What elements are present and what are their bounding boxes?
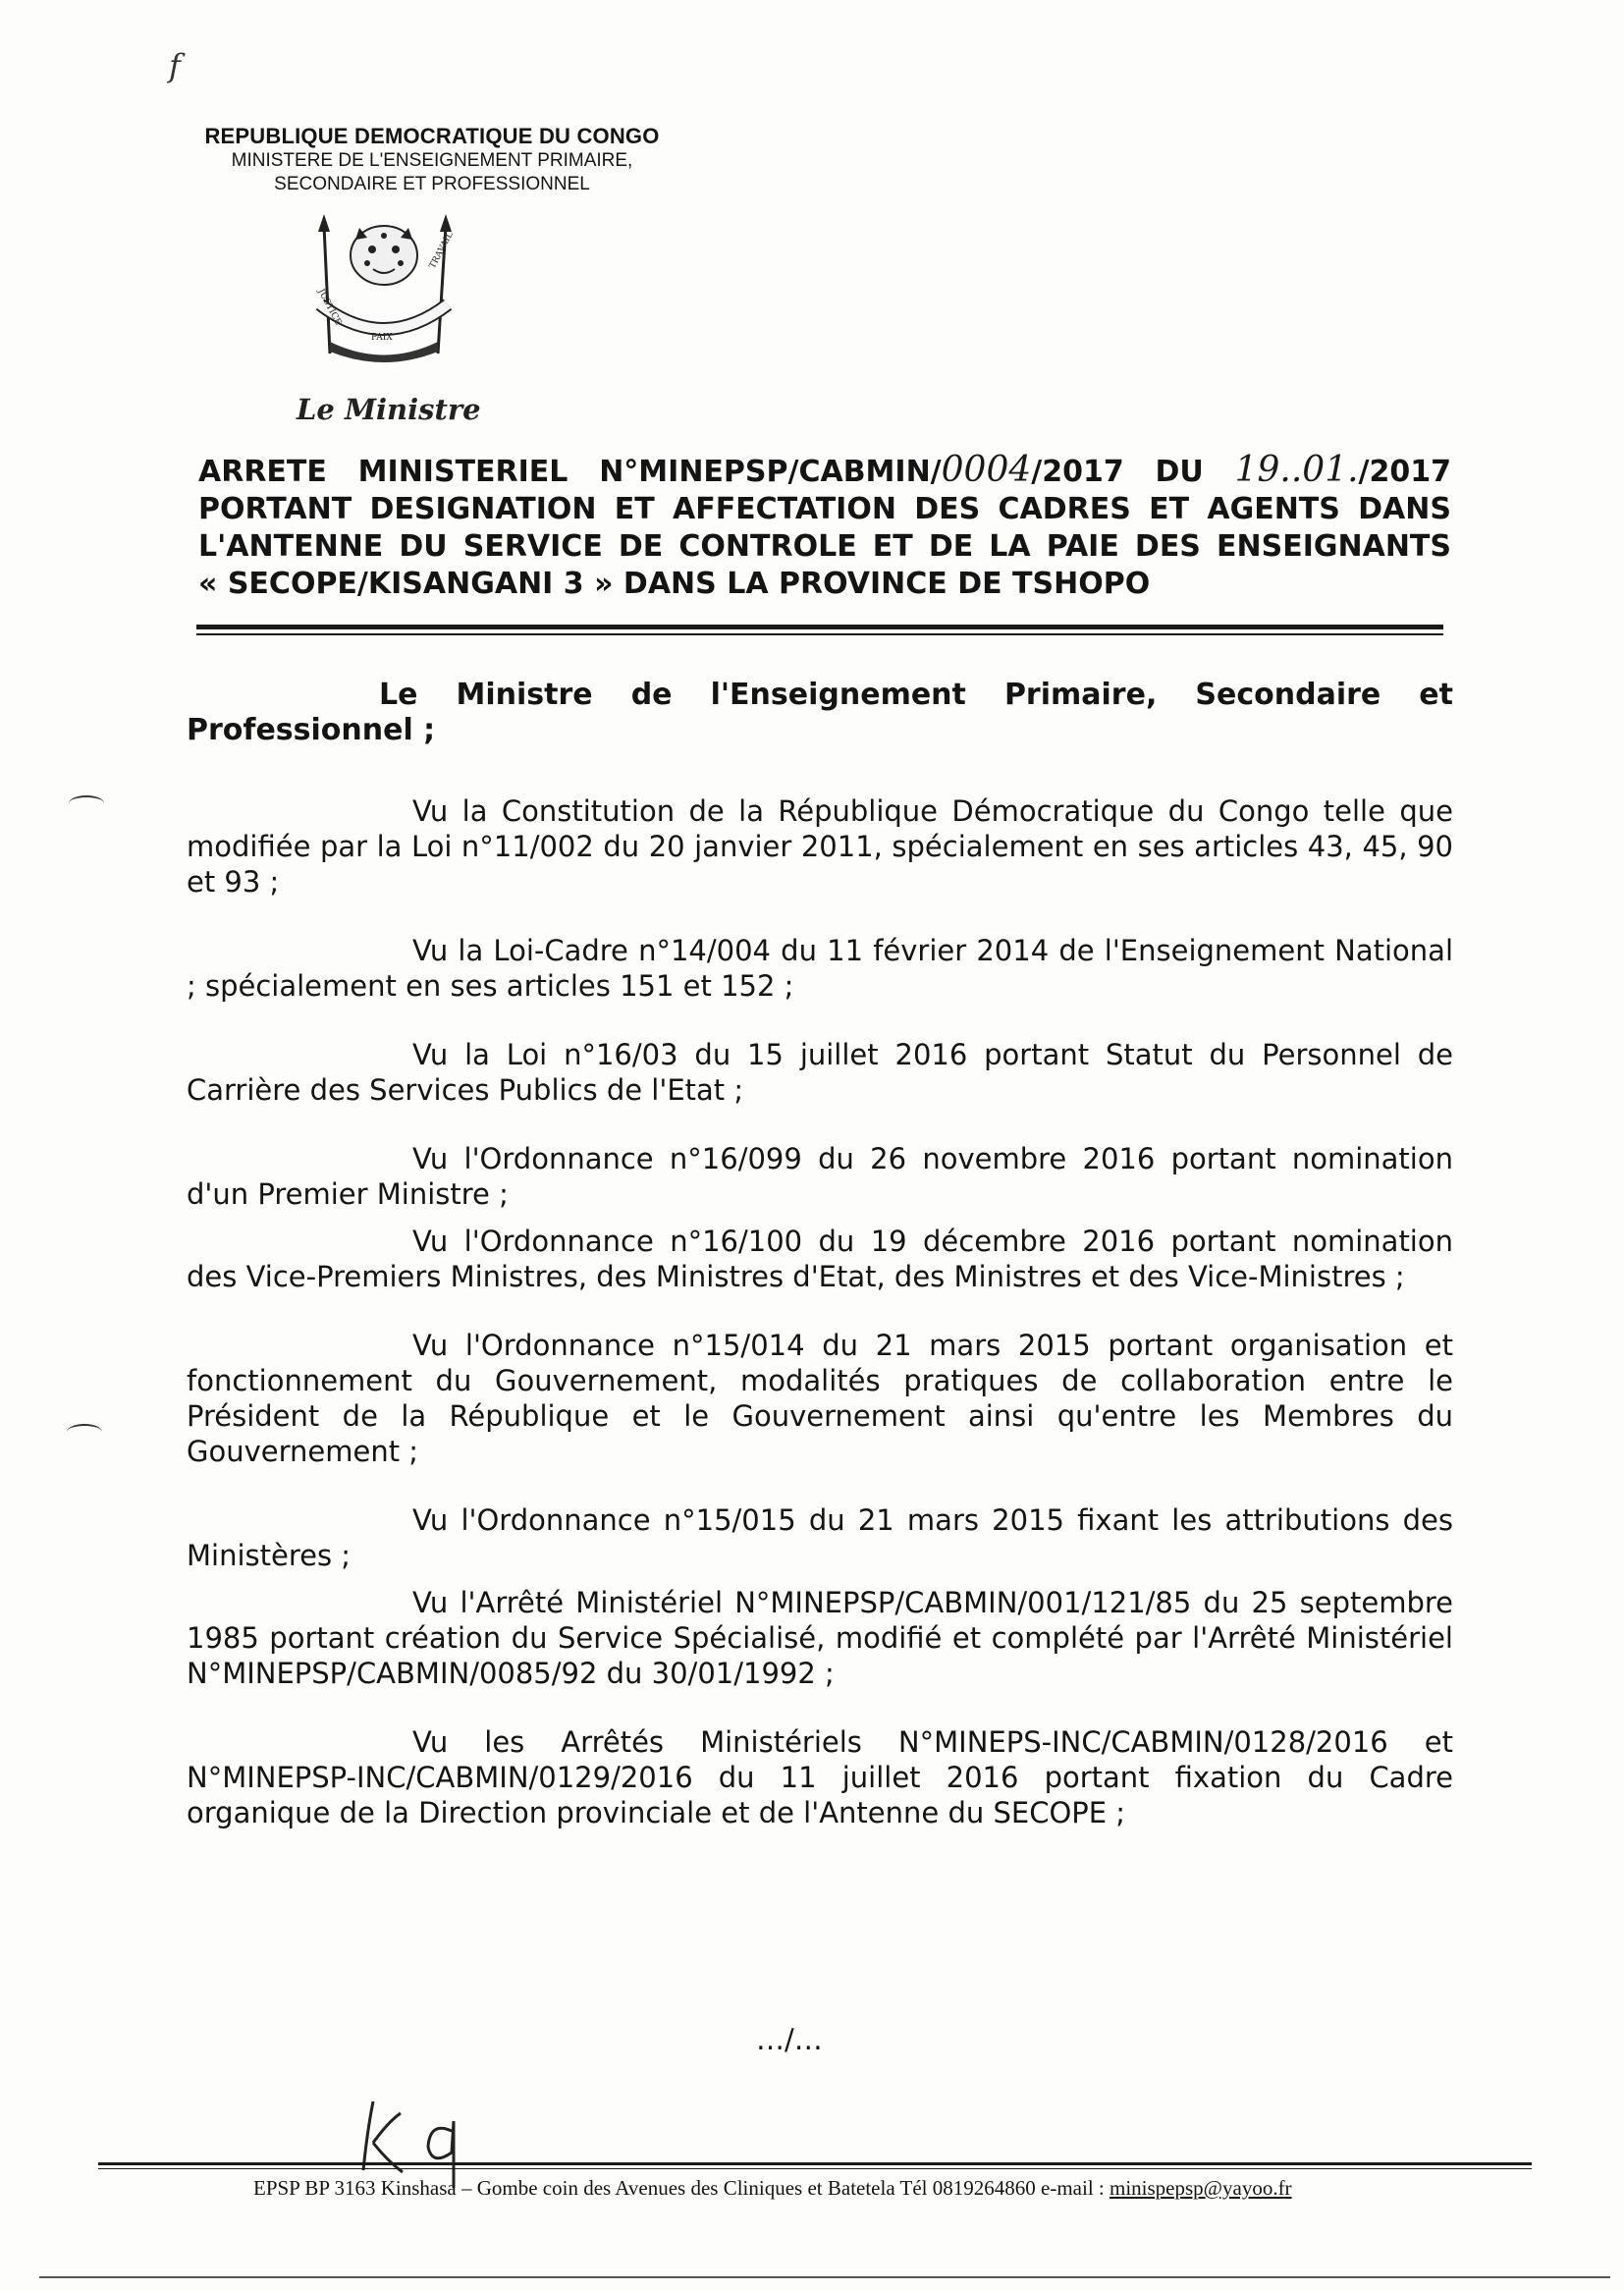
ministry-line-1: MINISTERE DE L'ENSEIGNEMENT PRIMAIRE, [231, 150, 633, 171]
preamble-paragraph [187, 1585, 1453, 1691]
title-line-3: L'ANTENNE DU SERVICE DE CONTROLE ET DE LA PAIE DES ENSEIGNANTS [198, 529, 1451, 564]
motto-left: JUSTICE [315, 287, 344, 328]
footer-divider-thin [98, 2168, 1532, 2169]
preamble-paragraph [187, 1224, 1453, 1294]
title-line-1 [198, 452, 1451, 491]
motto-right: TRAVAIL [427, 230, 456, 271]
preamble [187, 678, 1453, 1864]
ministry-line-2: SECONDAIRE ET PROFESSIONNEL [274, 174, 590, 194]
preamble-paragraph [187, 1502, 1453, 1573]
paragraph-text: Vu l'Arrêté Ministériel N°MINEPSP/CABMIN/001/121/85 du 25 septembre 1985 portant création du Service Spécialisé, modifié et complété par l'Arrêté Ministériel N°MINEPSP/CABMIN/0085/92 du 30/01/1992 ; [187, 1586, 1453, 1690]
republic-name: REPUBLIQUE DEMOCRATIQUE DU CONGO [204, 124, 660, 148]
preamble-paragraph [187, 793, 1453, 900]
margin-mark [69, 795, 104, 811]
motto-bottom: PAIX [371, 333, 393, 343]
coat-of-arms-icon [291, 206, 477, 363]
paragraph-text: Vu la Loi n°16/03 du 15 juillet 2016 portant Statut du Personnel de Carrière des Services Publics de l'Etat ; [187, 1038, 1453, 1107]
paragraph-text: Vu l'Ordonnance n°16/099 du 26 novembre 2016 portant nomination d'un Premier Ministre ; [187, 1142, 1453, 1211]
preamble-intro [187, 678, 1453, 748]
title-line-2: PORTANT DESIGNATION ET AFFECTATION DES CADRES ET AGENTS DANS [198, 492, 1451, 526]
preamble-paragraph [187, 1328, 1453, 1469]
page-bottom-edge [39, 2276, 1610, 2278]
handwritten-initials [344, 2092, 481, 2190]
handwritten-date: 19..01. [1234, 450, 1359, 490]
preamble-paragraph [187, 1141, 1453, 1212]
handwritten-number: 0004 [941, 450, 1032, 490]
paragraph-text: Vu l'Ordonnance n°16/100 du 19 décembre 2016 portant nomination des Vice-Premiers Ministres, des Ministres d'Etat, des Ministres et des Vice-Ministres ; [187, 1225, 1453, 1293]
preamble-paragraph [187, 1037, 1453, 1108]
paragraph-text: Vu la Constitution de la République Démocratique du Congo telle que modifiée par la Loi n°11/002 du 20 janvier 2011, spécialement en ses articles 43, 45, 90 et 93 ; [187, 794, 1453, 899]
preamble-paragraph [187, 1724, 1453, 1830]
title-suffix: /2017 [1358, 455, 1451, 489]
title-prefix: ARRETE MINISTERIEL N°MINEPSP/CABMIN/ [198, 455, 942, 489]
letterhead [157, 124, 707, 196]
title-mid: /2017 DU [1031, 455, 1235, 489]
footer-email: minispepsp@yayoo.fr [1109, 2176, 1292, 2200]
footer-address-text: EPSP BP 3163 Kinshasa – Gombe coin des Avenues des Cliniques et Batetela Tél 0819264860 e-mail : [253, 2176, 1110, 2200]
footer-address [253, 2176, 1292, 2201]
continuation-mark: …/… [756, 2023, 823, 2056]
title-divider [196, 625, 1443, 629]
paragraph-text: Vu l'Ordonnance n°15/015 du 21 mars 2015 fixant les attributions des Ministères ; [187, 1503, 1453, 1572]
footer-divider [98, 2162, 1532, 2165]
intro-text: Le Ministre de l'Enseignement Primaire, Secondaire et Professionnel ; [187, 678, 1453, 747]
preamble-paragraph [187, 933, 1453, 1004]
paragraph-text: Vu l'Ordonnance n°15/014 du 21 mars 2015 portant organisation et fonctionnement du Gouvernement, modalités pratiques de collaboration entre le Président de la République et le Gouvernement ainsi qu'entre les Membres du Gouvernement ; [187, 1329, 1453, 1468]
paragraph-text: Vu la Loi-Cadre n°14/004 du 11 février 2014 de l'Enseignement National ; spécialement en ses articles 151 et 152 ; [187, 934, 1453, 1003]
corner-mark: f [169, 47, 181, 84]
decree-title [198, 452, 1451, 603]
margin-mark [67, 1424, 102, 1440]
title-divider-thin [196, 633, 1443, 635]
signatory-heading: Le Ministre [297, 393, 481, 426]
title-line-4: « SECOPE/KISANGANI 3 » DANS LA PROVINCE DE TSHOPO [198, 567, 1151, 601]
paragraph-text: Vu les Arrêtés Ministériels N°MINEPS-INC/CABMIN/0128/2016 et N°MINEPSP-INC/CABMIN/0129/2016 du 11 juillet 2016 portant fixation du Cadre organique de la Direction provinciale et de l'Antenne du SECOPE ; [187, 1725, 1453, 1829]
